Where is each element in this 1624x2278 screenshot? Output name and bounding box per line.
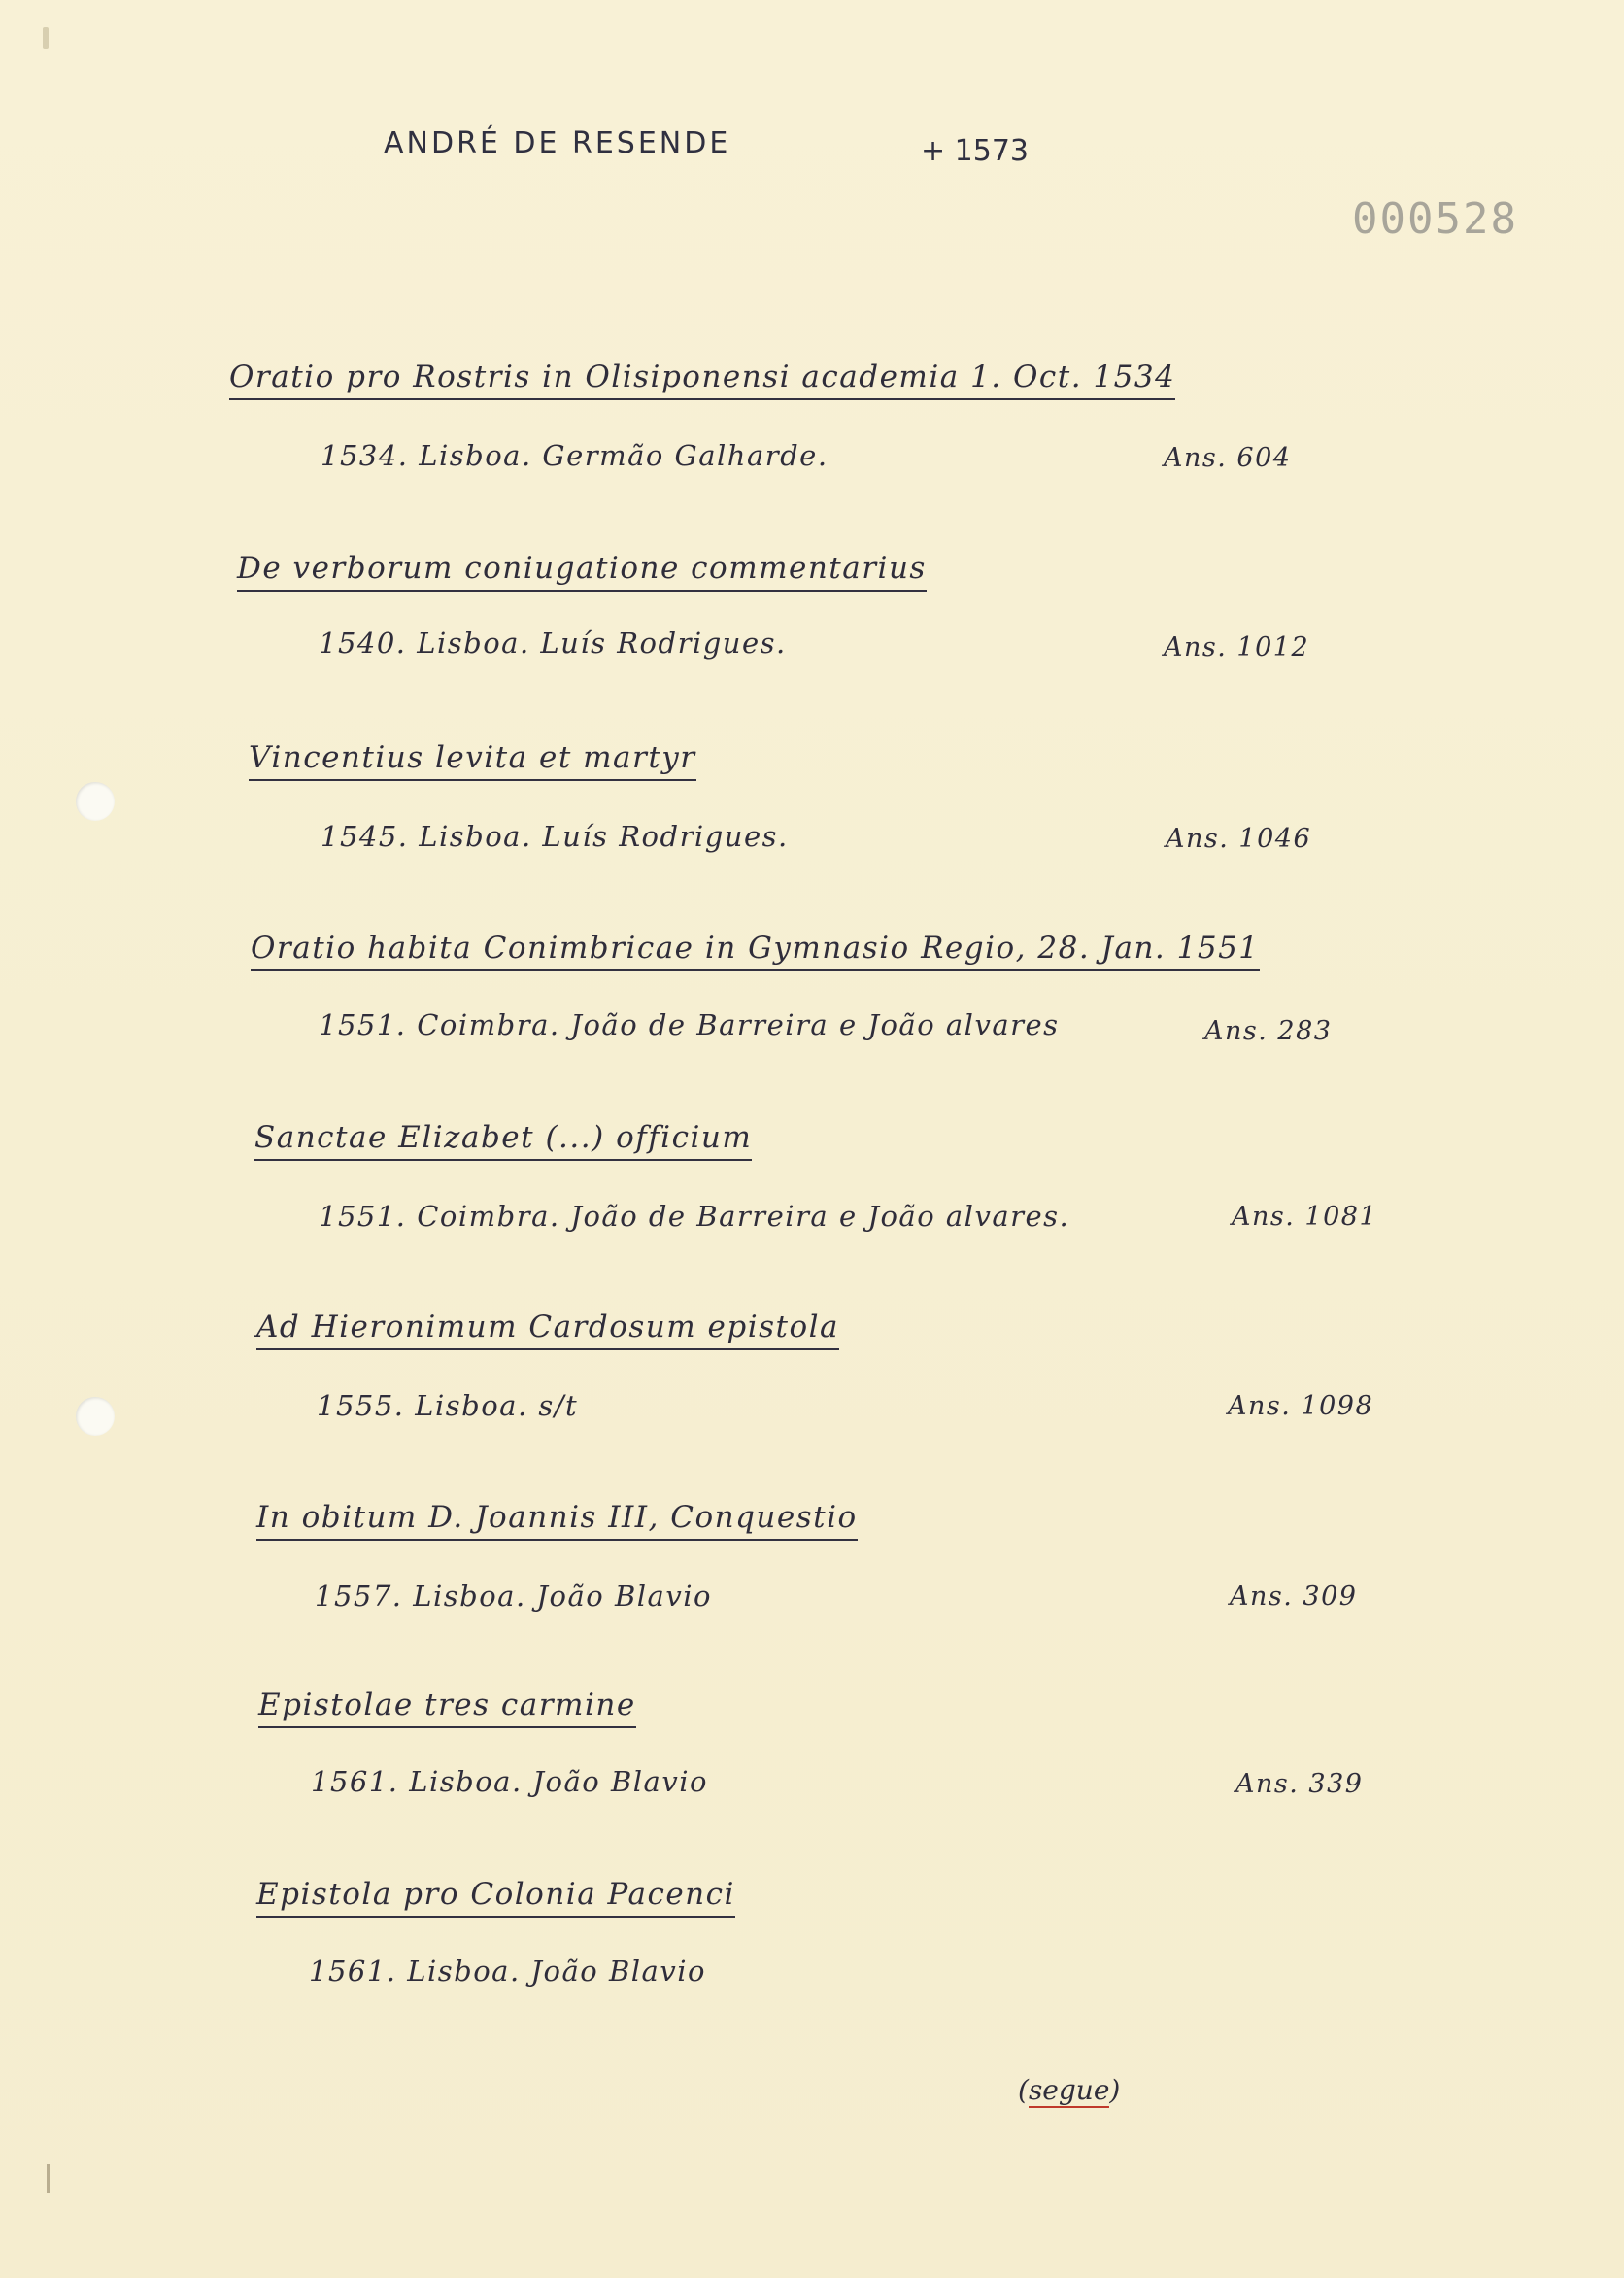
continued-word: segue: [1028, 2074, 1110, 2106]
list-item: [0, 740, 1624, 915]
entry-imprint: 1561. Lisboa. João Blavio: [309, 1955, 706, 1988]
entry-imprint: 1561. Lisboa. João Blavio: [311, 1765, 708, 1798]
entry-reference: Ans. 283: [1204, 1016, 1333, 1046]
entry-reference: Ans. 1012: [1164, 632, 1310, 663]
entry-title: Oratio habita Conimbricae in Gymnasio Regio, 28. Jan. 1551: [251, 931, 1260, 971]
list-item: [0, 1687, 1624, 1862]
entry-imprint: 1540. Lisboa. Luís Rodrigues.: [319, 627, 787, 660]
entry-reference: Ans. 1081: [1232, 1202, 1378, 1232]
entry-title: Epistola pro Colonia Pacenci: [256, 1877, 735, 1918]
list-item: [0, 1120, 1624, 1295]
paper-mark: [43, 27, 49, 49]
entry-reference: Ans. 1098: [1228, 1391, 1374, 1421]
author-heading: ANDRÉ DE RESENDE: [384, 126, 731, 160]
entry-imprint: 1534. Lisboa. Germão Galharde.: [321, 439, 829, 472]
list-item: [0, 931, 1624, 1105]
paper-mark: [47, 2164, 50, 2193]
entry-imprint: 1555. Lisboa. s/t: [317, 1389, 579, 1422]
list-item: [0, 551, 1624, 726]
entry-title: Epistolae tres carmine: [258, 1687, 636, 1728]
entry-reference: Ans. 1046: [1166, 824, 1312, 854]
entry-title: Oratio pro Rostris in Olisiponensi academia 1. Oct. 1534: [229, 359, 1175, 400]
list-item: [0, 359, 1624, 534]
entry-imprint: 1551. Coimbra. João de Barreira e João alvares: [319, 1008, 1060, 1041]
entry-title: De verborum coniugatione commentarius: [237, 551, 927, 592]
entry-imprint: 1551. Coimbra. João de Barreira e João alvares.: [319, 1200, 1070, 1233]
entry-reference: Ans. 309: [1230, 1581, 1358, 1612]
entry-title: Sanctae Elizabet (...) officium: [254, 1120, 752, 1161]
entry-reference: Ans. 339: [1235, 1769, 1364, 1799]
entry-reference: Ans. 604: [1164, 443, 1292, 473]
continued-note: (segue): [1018, 2074, 1121, 2106]
entry-title: Ad Hieronimum Cardosum epistola: [256, 1309, 839, 1350]
list-item: [0, 1309, 1624, 1484]
entry-imprint: 1545. Lisboa. Luís Rodrigues.: [321, 820, 789, 853]
stamp-number: 000528: [1352, 194, 1518, 244]
entry-title: In obitum D. Joannis III, Conquestio: [256, 1500, 858, 1541]
list-item: [0, 1500, 1624, 1675]
entry-imprint: 1557. Lisboa. João Blavio: [315, 1580, 712, 1613]
death-year: + 1573: [921, 134, 1030, 168]
list-item: [0, 1877, 1624, 2052]
entry-title: Vincentius levita et martyr: [249, 740, 696, 781]
